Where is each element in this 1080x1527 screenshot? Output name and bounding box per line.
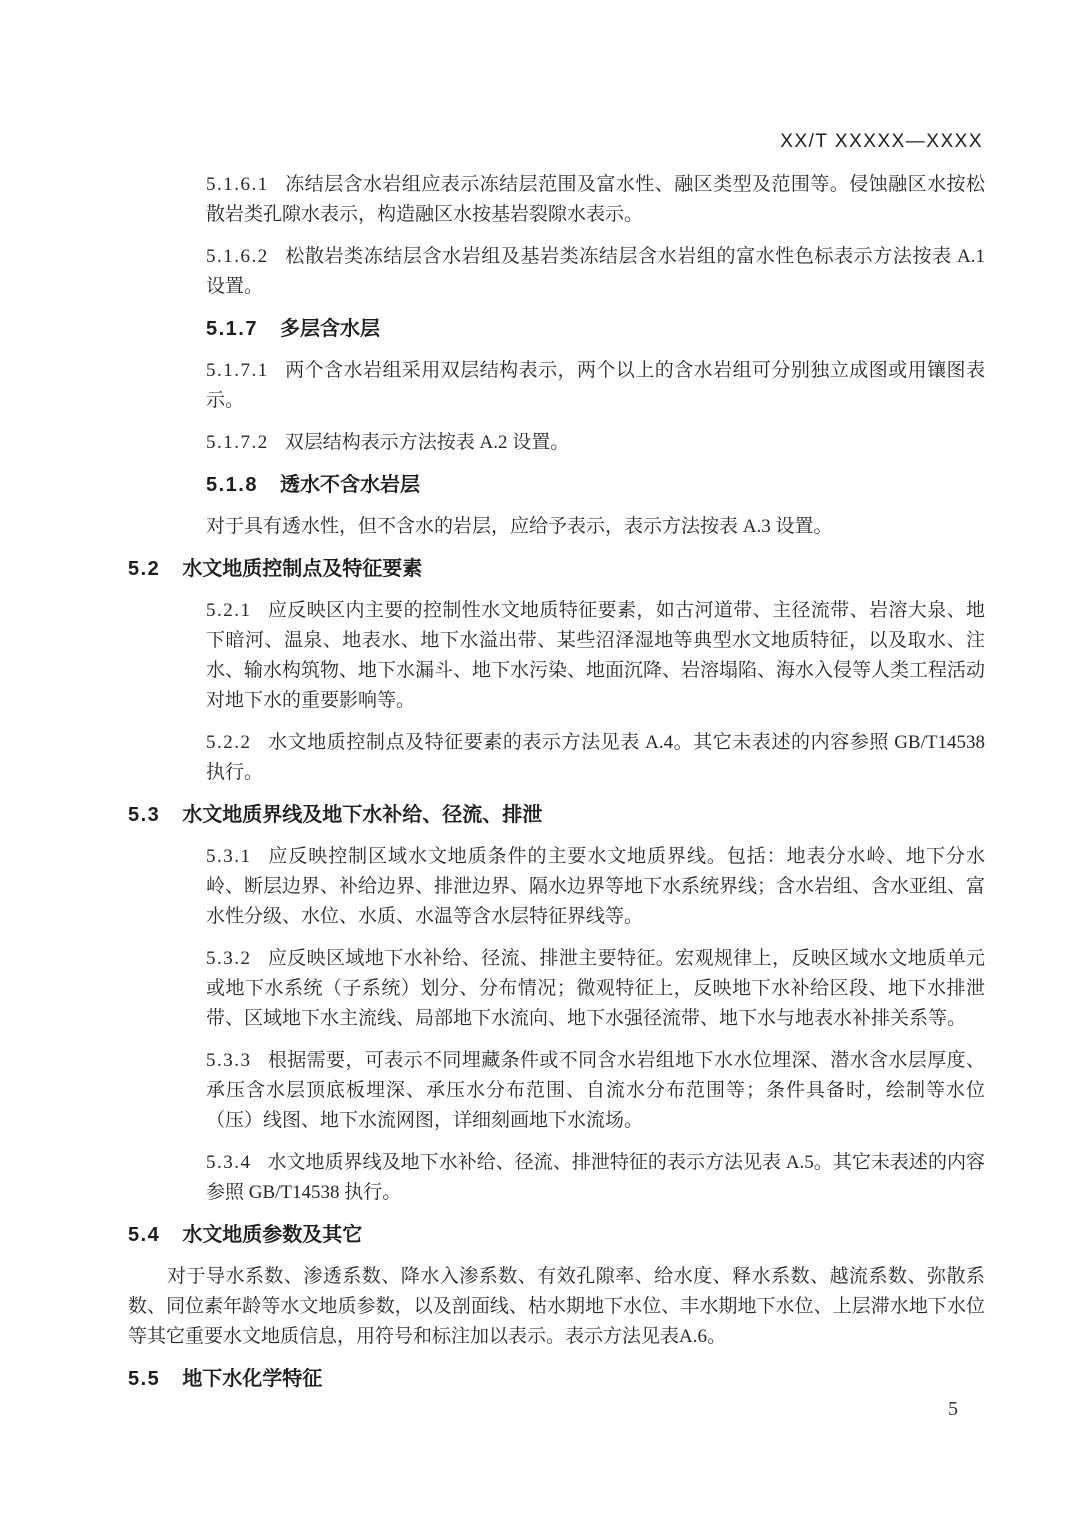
clause-number: 5.1.7.2 — [206, 432, 269, 453]
clause-5-1-6-2 — [206, 242, 985, 302]
clause-5-3-2 — [206, 944, 985, 1034]
heading-5-2 — [128, 554, 985, 584]
clause-number: 5.1.6.1 — [206, 174, 269, 195]
clause-number: 5.3.3 — [206, 1050, 252, 1071]
document-body — [128, 170, 985, 1394]
clause-text: 松散岩类冻结层含水岩组及基岩类冻结层含水岩组的富水性色标表示方法按表 A.1 设置。 — [206, 246, 985, 297]
clause-text: 水文地质控制点及特征要素 — [182, 558, 423, 580]
clause-number: 5.3.2 — [206, 948, 252, 969]
clause-text: 双层结构表示方法按表 A.2 设置。 — [284, 432, 570, 453]
clause-number: 5.1.7.1 — [206, 360, 269, 381]
subheading-5-1-8 — [206, 470, 985, 500]
clause-text: 多层含水层 — [279, 318, 380, 340]
clause-text: 两个含水岩组采用双层结构表示，两个以上的含水岩组可分别独立成图或用镶图表示。 — [206, 360, 985, 411]
clause-5-2-1 — [206, 596, 985, 716]
clause-5-3-1 — [206, 842, 985, 932]
clause-number: 5.5 — [128, 1368, 161, 1390]
clause-number: 5.1.7 — [206, 318, 258, 340]
subheading-5-1-7 — [206, 314, 985, 344]
clause-number: 5.2 — [128, 558, 161, 580]
clause-text: 应反映区内主要的控制性水文地质特征要素，如古河道带、主径流带、岩溶大泉、地下暗河、温泉、地表水、地下水溢出带、某些沼泽湿地等典型水文地质特征，以及取水、注水、输水构筑物、地下水漏斗、地下水污染、地面沉降、岩溶塌陷、海水入侵等人类工程活动对地下水的重要影响等。 — [206, 600, 986, 711]
clause-text: 冻结层含水岩组应表示冻结层范围及富水性、融区类型及范围等。侵蚀融区水按松散岩类孔隙水表示，构造融区水按基岩裂隙水表示。 — [206, 174, 985, 225]
clause-number: 5.2.1 — [206, 600, 252, 621]
clause-number: 5.1.8 — [206, 474, 258, 496]
clause-5-1-7-2 — [206, 428, 985, 458]
clause-text: 透水不含水岩层 — [279, 474, 420, 496]
clause-number: 5.2.2 — [206, 732, 252, 753]
heading-5-5 — [128, 1364, 985, 1394]
clause-5-1-7-1 — [206, 356, 985, 416]
clause-text: 水文地质控制点及特征要素的表示方法见表 A.4。其它未表述的内容参照 GB/T14538 执行。 — [206, 732, 985, 783]
clause-5-3-3 — [206, 1046, 985, 1136]
paragraph-text: 对于导水系数、渗透系数、降水入渗系数、有效孔隙率、给水度、释水系数、越流系数、弥散系数、同位素年龄等水文地质参数，以及剖面线、枯水期地下水位、丰水期地下水位、上层滞水地下水位等其它重要水文地质信息，用符号和标注加以表示。表示方法见表A.6。 — [128, 1266, 985, 1347]
clause-text: 水文地质参数及其它 — [182, 1224, 363, 1246]
clause-5-2-2 — [206, 728, 985, 788]
page-number: 5 — [948, 1398, 958, 1420]
clause-text: 根据需要，可表示不同埋藏条件或不同含水岩组地下水水位埋深、潜水含水层厚度、承压含水层顶底板埋深、承压水分布范围、自流水分布范围等；条件具备时，绘制等水位（压）线图、地下水流网图，详细刻画地下水流场。 — [206, 1050, 985, 1131]
clause-text: 应反映控制区域水文地质条件的主要水文地质界线。包括：地表分水岭、地下分水岭、断层边界、补给边界、排泄边界、隔水边界等地下水系统界线；含水岩组、含水亚组、富水性分级、水位、水质、水温等含水层特征界线等。 — [206, 846, 986, 927]
clause-number: 5.3 — [128, 804, 161, 826]
clause-text: 应反映区域地下水补给、径流、排泄主要特征。宏观规律上，反映区域水文地质单元或地下水系统（子系统）划分、分布情况；微观特征上，反映地下水补给区段、地下水排泄带、区域地下水主流线、局部地下水流向、地下水强径流带、地下水与地表水补排关系等。 — [206, 948, 985, 1029]
clause-text: 水文地质界线及地下水补给、径流、排泄特征的表示方法见表 A.5。其它未表述的内容参照 GB/T14538 执行。 — [206, 1152, 985, 1203]
clause-number: 5.4 — [128, 1224, 161, 1246]
clause-text: 地下水化学特征 — [182, 1368, 323, 1390]
clause-number: 5.3.1 — [206, 846, 252, 867]
heading-5-3 — [128, 800, 985, 830]
body-paragraph — [206, 512, 985, 542]
paragraph-text: 对于具有透水性，但不含水的岩层，应给予表示，表示方法按表 A.3 设置。 — [206, 516, 833, 537]
clause-5-3-4 — [206, 1148, 985, 1208]
clause-text: 水文地质界线及地下水补给、径流、排泄 — [182, 804, 543, 826]
clause-5-1-6-1 — [206, 170, 985, 230]
standard-code: XX/T XXXXX—XXXX — [780, 131, 983, 152]
clause-number: 5.1.6.2 — [206, 246, 269, 267]
heading-5-4 — [128, 1220, 985, 1250]
body-paragraph — [128, 1262, 985, 1352]
clause-number: 5.3.4 — [206, 1152, 252, 1173]
